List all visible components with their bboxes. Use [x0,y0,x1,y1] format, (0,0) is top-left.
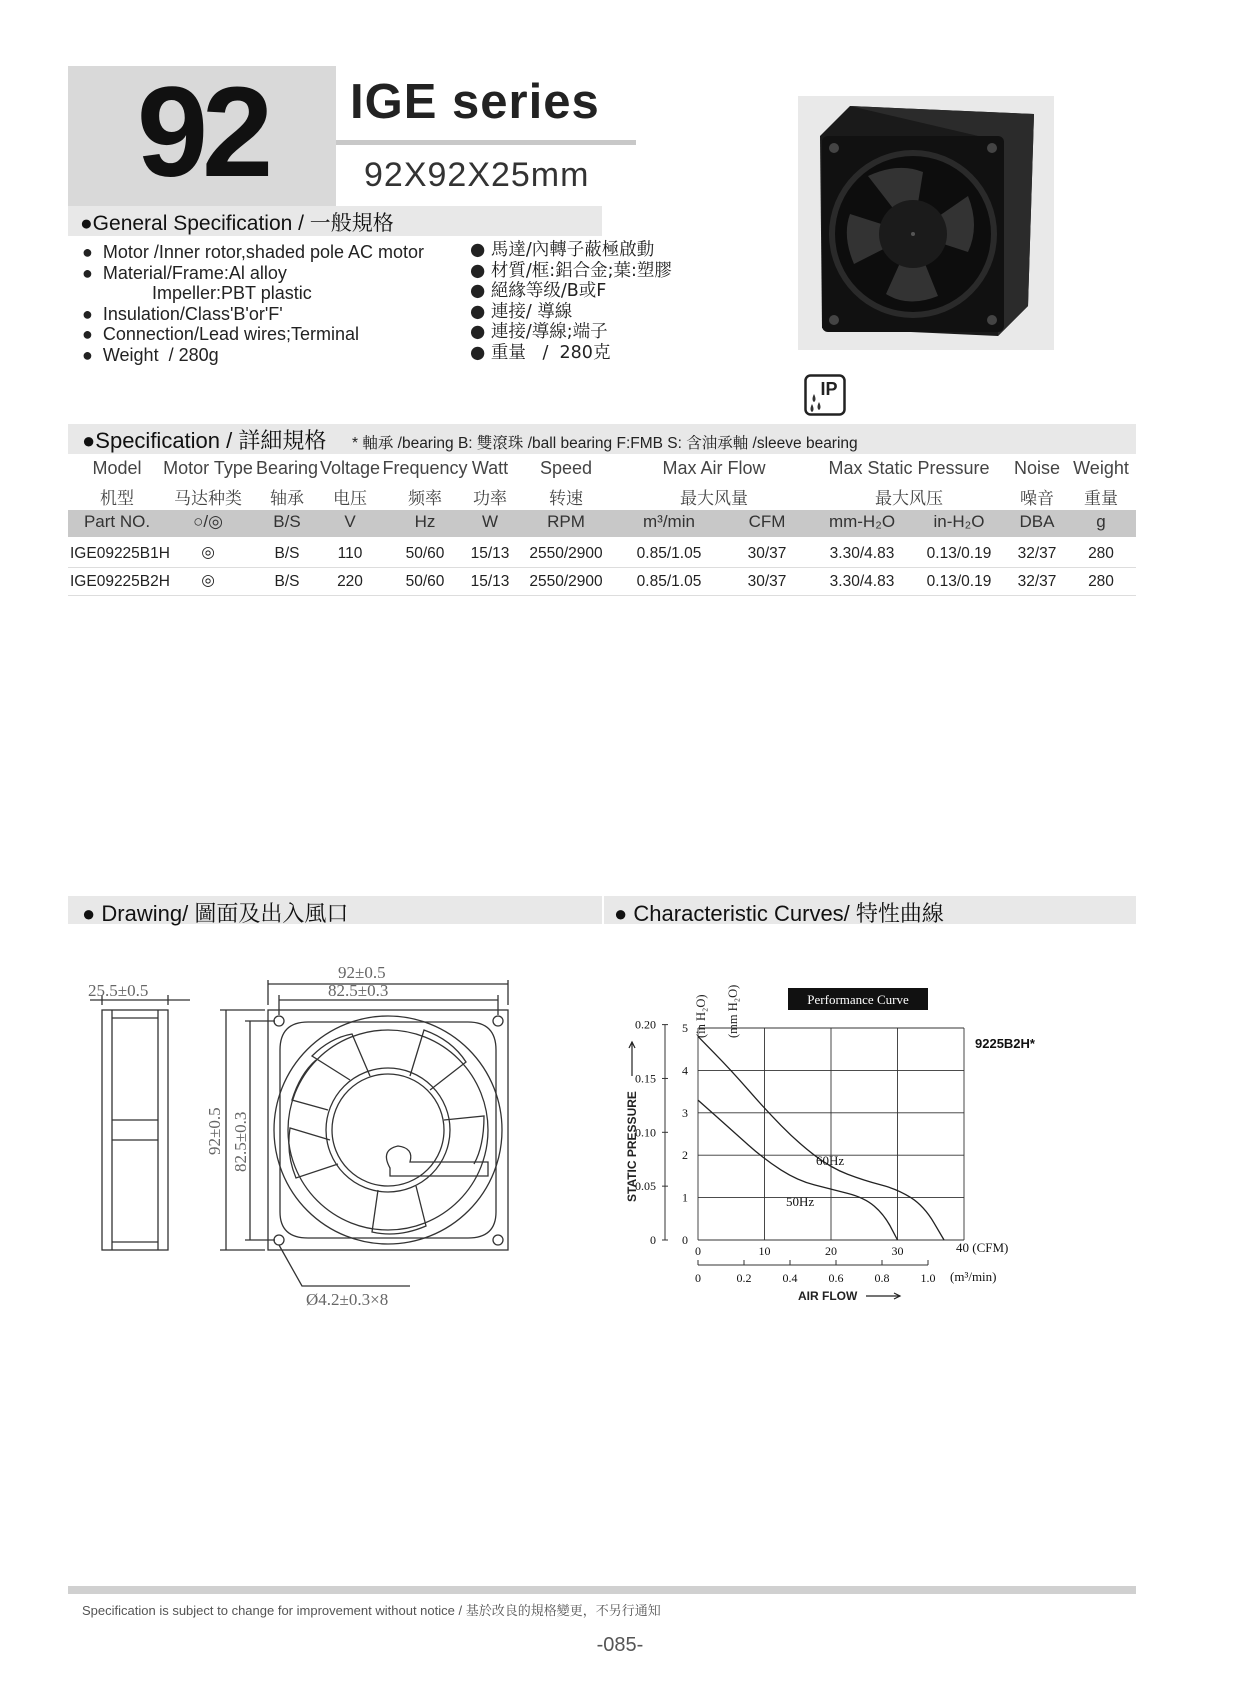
row-divider [68,595,1136,596]
y-tick-mm: 4 [682,1063,688,1078]
spec-line: ● Material/Frame:Al alloy [82,262,287,283]
curve-60hz [698,1036,944,1240]
th-zh-max-air-flow: 最大风量 [680,489,748,509]
drawing-title: ● Drawing/ 圖面及出入風口 [82,901,349,926]
cell-frequency: 50/60 [405,573,445,590]
model-label: 9225B2H* [975,1036,1035,1051]
cell-watt: 15/13 [470,573,510,590]
x-unit-cfm: 40 (CFM) [956,1240,1009,1255]
y-tick-in: 0 [650,1233,656,1247]
header-divider [336,140,636,145]
fan-photo [798,96,1054,350]
spec-title: ●Specification / 詳細規格 [82,428,327,453]
curve-label-60: 60Hz [816,1153,845,1168]
unit-mmh2o: mm-H₂O [828,512,896,531]
cell-mmh2o: 3.30/4.83 [829,545,895,562]
dim-hole-spacing: 82.5±0.3 [328,981,389,1000]
cell-weight: 280 [1088,545,1114,562]
th-zh-motor-type: 马达种类 [174,489,242,509]
cell-inh2o: 0.13/0.19 [926,573,992,590]
spec-line-zh: ● 材質/框:鋁合金;葉:塑膠 [470,260,672,281]
cell-voltage: 220 [337,573,363,590]
spec-line-zh: ● 重量 / 280克 [470,342,611,363]
th-motor-type: Motor Type [163,458,253,478]
y-label-mm: (mm H₂O) [726,984,740,1038]
dim-hole: Ø4.2±0.3×8 [306,1290,389,1309]
unit-voltage: V [344,512,356,531]
dim-hole-spacing-vertical: 82.5±0.3 [231,1111,250,1172]
y-tick-in: 0.10 [635,1125,656,1140]
unit-dba: DBA [1019,512,1055,531]
y-label-in: (in H₂O) [694,994,708,1038]
th-zh-watt: 功率 [473,489,507,509]
cell-speed: 2550/2900 [529,545,603,562]
spec-line: ● Connection/Lead wires;Terminal [82,324,360,345]
cell-bearing: B/S [274,545,300,562]
curves-title: ● Characteristic Curves/ 特性曲線 [614,901,944,926]
fan-illustration [798,96,1054,350]
th-max-air-flow: Max Air Flow [662,458,766,478]
x-tick-m3: 0 [695,1271,701,1285]
ip-rating-icon [804,374,846,416]
cell-cfm: 30/37 [747,573,787,590]
spec-line-zh: ● 連接/ 導線 [470,301,573,322]
x-tick-m3: 0.6 [828,1271,844,1285]
cell-bearing: B/S [274,573,300,590]
cell-noise: 32/37 [1017,573,1057,590]
footer-bar [68,1586,1136,1594]
cell-m3min: 0.85/1.05 [636,545,702,562]
cell-voltage: 110 [337,545,363,562]
dim-outer: 92±0.5 [338,963,386,982]
x-tick-m3: 0.8 [874,1271,890,1285]
cell-noise: 32/37 [1017,545,1057,562]
chart-lines [698,1036,944,1240]
curve-50hz [698,1100,898,1240]
dim-outer-vertical: 92±0.5 [205,1107,224,1155]
x-tick-cfm: 0 [695,1244,701,1258]
y-tick-mm: 0 [682,1233,688,1247]
page-number: -085- [596,1634,644,1656]
cell-motor-type: ◎ [201,544,215,561]
unit-cfm: CFM [748,512,786,531]
x-tick-m3: 0.2 [736,1271,752,1285]
th-zh-voltage: 电压 [333,489,367,509]
cell-mmh2o: 3.30/4.83 [829,573,895,590]
th-bearing: Bearing [256,458,319,478]
spec-line: ● Motor /Inner rotor,shaded pole AC motor [82,242,425,262]
panel-title: Performance Curve [807,992,909,1007]
x-axis-arrow [866,1293,900,1299]
unit-frequency: Hz [414,512,436,531]
spec-line-zh: ● 連接/導線;端子 [470,322,608,343]
th-noise: Noise [1013,458,1061,478]
row-divider [68,567,1136,568]
x-tick-cfm: 30 [891,1244,904,1258]
y-axis-title: STATIC PRESSURE [625,1091,639,1202]
spec-line-zh: ● 絕緣等级/B或F [470,281,607,302]
footer-note: Specification is subject to change for improvement without notice / 基於改良的規格變更，不另行通知 [82,1603,661,1618]
x-tick-cfm: 10 [758,1244,771,1258]
cell-speed: 2550/2900 [529,573,603,590]
th-zh-max-static-pressure: 最大风压 [875,489,943,509]
cell-inh2o: 0.13/0.19 [926,545,992,562]
th-voltage: Voltage [319,458,381,478]
cell-m3min: 0.85/1.05 [636,573,702,590]
th-zh-speed: 转速 [549,489,583,509]
unit-speed: RPM [547,512,585,531]
th-zh-model: 机型 [100,489,134,509]
unit-g: g [1096,512,1106,531]
th-zh-noise: 噪音 [1020,489,1054,509]
y-tick-in: 0.20 [635,1017,656,1032]
x-tick-m3: 0.4 [782,1271,798,1285]
x-axis-title: AIR FLOW [798,1289,858,1303]
th-watt: Watt [471,458,509,478]
spec-line: Impeller:PBT plastic [82,283,312,304]
cell-cfm: 30/37 [747,545,787,562]
series-title: IGE series [350,75,600,129]
performance-chart [620,960,1120,1310]
th-max-static-pressure: Max Static Pressure [828,458,990,478]
general-spec-chinese [470,240,672,364]
y-tick-in: 0.05 [635,1179,656,1194]
unit-inh2o: in-H₂O [933,512,985,531]
spec-line: ● Insulation/Class'B'or'F' [82,303,283,324]
unit-watt: W [481,512,499,531]
cell-frequency: 50/60 [405,545,445,562]
unit-motor-type: ○/◎ [193,512,223,531]
th-zh-weight: 重量 [1084,489,1118,509]
fan-dimensions: 92X92X25mm [364,156,590,194]
unit-part-no: Part NO. [83,512,151,531]
bearing-note: * 軸承 /bearing B: 雙滾珠 /ball bearing F:FMB S: 含油承軸 /sleeve bearing [352,435,858,452]
cell-watt: 15/13 [470,545,510,562]
cell-model: IGE09225B2H [70,573,170,590]
general-spec-title: ●General Specification / 一般規格 [80,212,394,235]
y-tick-mm: 5 [682,1021,688,1035]
dim-depth: 25.5±0.5 [88,981,149,1000]
x-tick-m3: 1.0 [920,1271,936,1285]
fan-technical-drawing [80,950,550,1330]
y-tick-in: 0.15 [635,1071,656,1086]
general-spec-english [82,242,424,366]
cell-model: IGE09225B1H [70,545,170,562]
th-model: Model [92,458,142,478]
th-weight: Weight [1073,458,1129,478]
y-tick-mm: 1 [682,1190,688,1205]
spec-line-zh: ● 馬達/內轉子蔽極啟動 [470,240,655,260]
y-tick-mm: 3 [682,1105,688,1120]
cell-motor-type: ◎ [201,572,215,589]
spec-line: ● Weight / 280g [82,344,219,365]
unit-m3min: m³/min [643,512,695,531]
th-frequency: Frequency [382,458,468,478]
size-number: 92 [136,61,268,204]
x-tick-cfm: 20 [825,1244,837,1258]
chart-ticks [635,1018,936,1285]
cell-weight: 280 [1088,573,1114,590]
th-speed: Speed [539,458,593,478]
y-tick-mm: 2 [682,1148,688,1163]
ip-text: IP [820,379,838,399]
th-zh-bearing: 轴承 [270,489,304,509]
x-unit-m3: (m³/min) [950,1269,997,1284]
unit-bearing: B/S [273,512,301,531]
curve-label-50: 50Hz [786,1194,815,1209]
th-zh-frequency: 频率 [408,489,442,509]
